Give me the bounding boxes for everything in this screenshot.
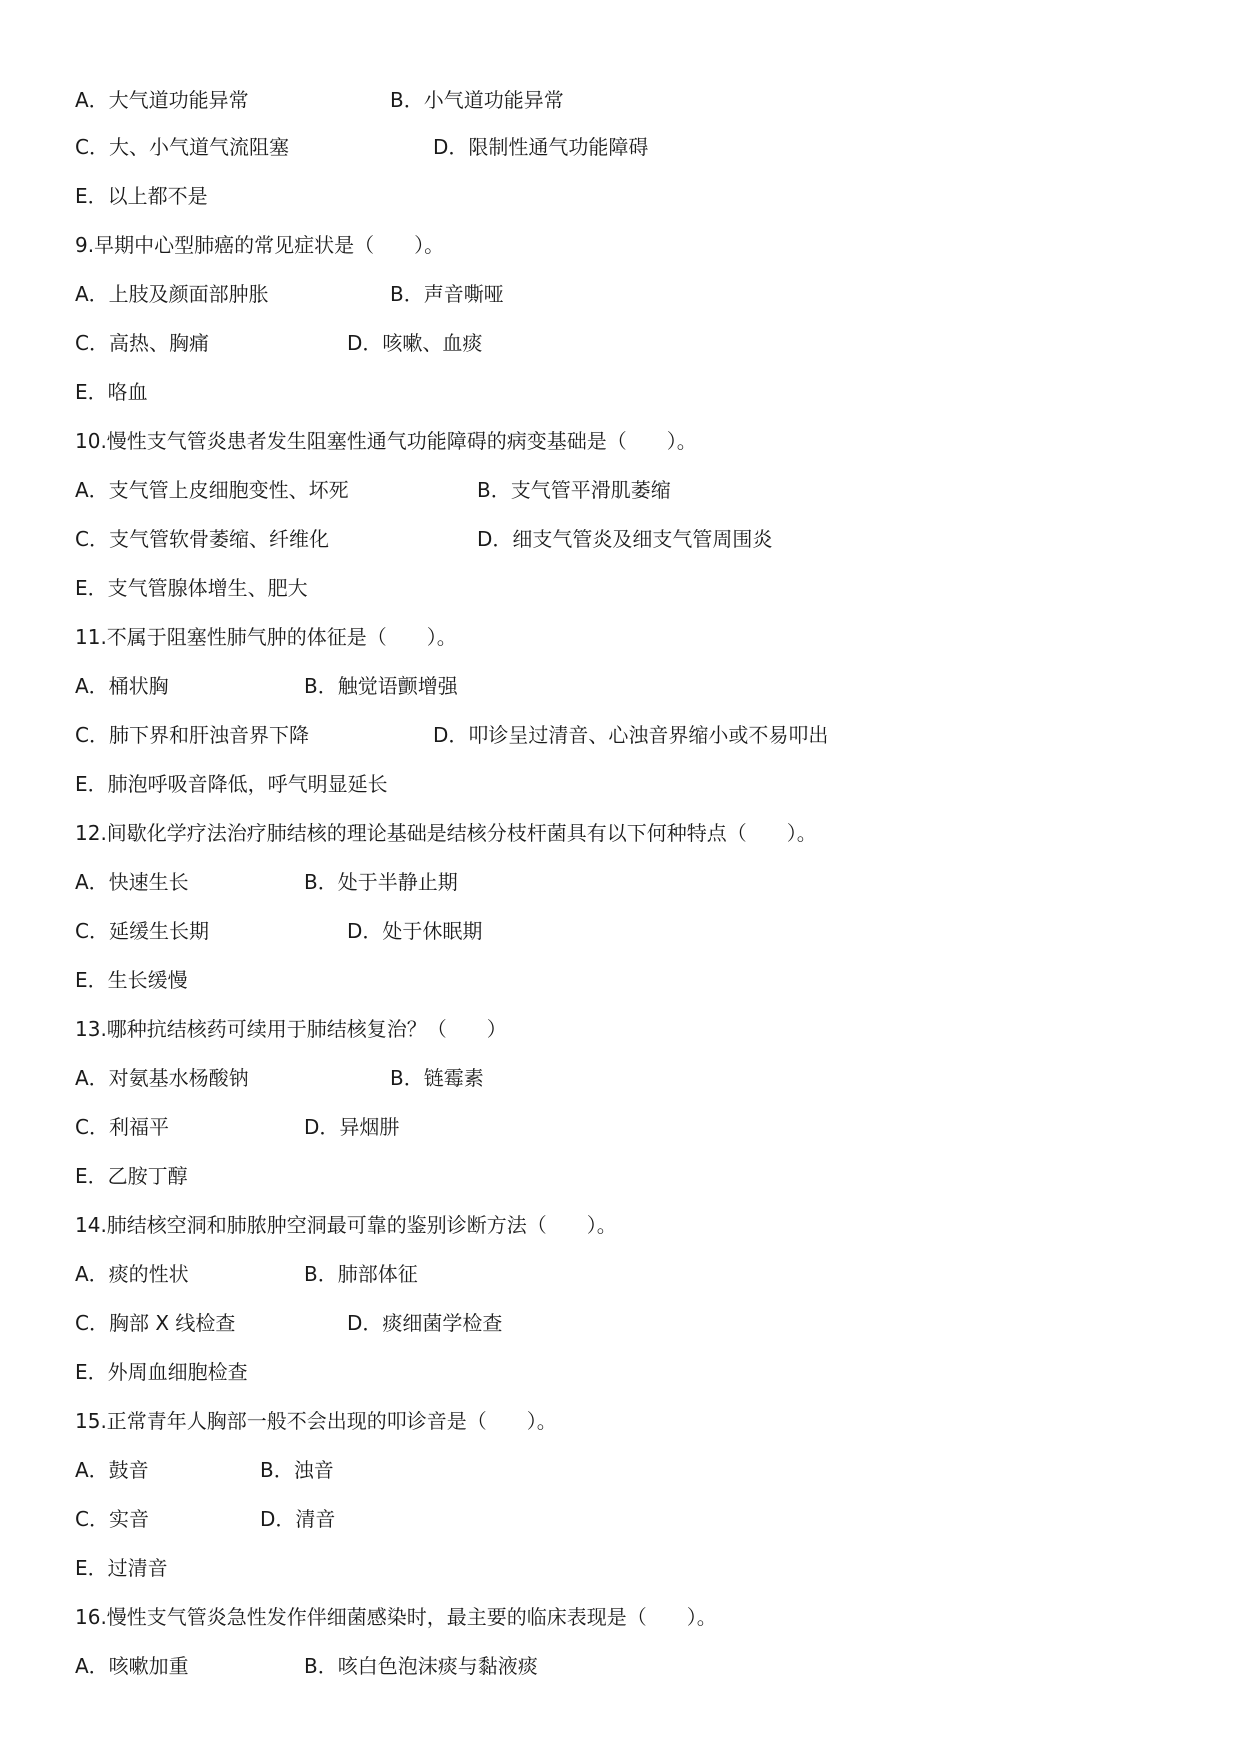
q10-option-c: C．支气管软骨萎缩、纤维化 [75,527,329,551]
q12-option-b: B．处于半静止期 [304,870,458,894]
q12-stem [75,818,817,848]
q12-option-c: C．延缓生长期 [75,919,209,943]
q13-stem [75,1014,507,1044]
q15-option-a: A．鼓音 [75,1458,149,1482]
q16-stem [75,1602,717,1632]
question-stem: 10.慢性支气管炎患者发生阻塞性通气功能障碍的病变基础是（ ）。 [75,429,697,453]
q8-option-a: A．大气道功能异常 [75,88,249,112]
question-stem: 16.慢性支气管炎急性发作伴细菌感染时，最主要的临床表现是（ ）。 [75,1605,717,1629]
question-stem: 12.间歇化学疗法治疗肺结核的理论基础是结核分枝杆菌具有以下何种特点（ ）。 [75,821,817,845]
q10-option-e: E．支气管腺体增生、肥大 [75,576,308,600]
question-stem: 13.哪种抗结核药可续用于肺结核复治？（ ） [75,1017,507,1041]
q16-option-a: A．咳嗽加重 [75,1654,189,1678]
question-stem: 15.正常青年人胸部一般不会出现的叩诊音是（ ）。 [75,1409,557,1433]
q14-option-a: A．痰的性状 [75,1262,189,1286]
q9-option-c: C．高热、胸痛 [75,331,209,355]
q8-option-b: B．小气道功能异常 [390,88,564,112]
question-stem: 9.早期中心型肺癌的常见症状是（ ）。 [75,233,445,257]
question-stem: 14.肺结核空洞和肺脓肿空洞最可靠的鉴别诊断方法（ ）。 [75,1213,617,1237]
q11-option-a: A．桶状胸 [75,674,169,698]
q12-option-e: E．生长缓慢 [75,968,188,992]
q12-option-d: D．处于休眠期 [347,919,483,943]
q9-stem [75,230,444,260]
q16-option-b: B．咳白色泡沫痰与黏液痰 [304,1654,538,1678]
q10-option-a: A．支气管上皮细胞变性、坏死 [75,478,349,502]
q15-option-e: E．过清音 [75,1556,168,1580]
q14-option-d: D．痰细菌学检查 [347,1311,503,1335]
q15-option-b: B．浊音 [260,1458,334,1482]
q13-option-e: E．乙胺丁醇 [75,1164,188,1188]
q11-stem [75,622,457,652]
q13-option-a: A．对氨基水杨酸钠 [75,1066,249,1090]
q15-option-d: D．清音 [260,1507,336,1531]
question-stem: 11.不属于阻塞性肺气肿的体征是（ ）。 [75,625,457,649]
q10-option-d: D．细支气管炎及细支气管周围炎 [477,527,773,551]
q9-option-d: D．咳嗽、血痰 [347,331,483,355]
q14-option-b: B．肺部体征 [304,1262,418,1286]
q9-option-a: A．上肢及颜面部肿胀 [75,282,269,306]
q11-option-b: B．触觉语颤增强 [304,674,458,698]
q11-option-d: D．叩诊呈过清音、心浊音界缩小或不易叩出 [433,723,829,747]
q13-option-c: C．利福平 [75,1115,169,1139]
q10-option-b: B．支气管平滑肌萎缩 [477,478,671,502]
q10-stem [75,426,697,456]
q8-option-e: E．以上都不是 [75,184,208,208]
q8-option-d: D．限制性通气功能障碍 [433,135,649,159]
q14-stem [75,1210,617,1240]
q12-option-a: A．快速生长 [75,870,189,894]
q13-option-b: B．链霉素 [390,1066,484,1090]
q13-option-d: D．异烟肼 [304,1115,400,1139]
q15-stem [75,1406,557,1436]
q15-option-c: C．实音 [75,1507,149,1531]
q14-option-c: C．胸部 X 线检查 [75,1311,236,1335]
q9-option-e: E．咯血 [75,380,148,404]
q8-option-c: C．大、小气道气流阻塞 [75,135,289,159]
q14-option-e: E．外周血细胞检查 [75,1360,248,1384]
q11-option-e: E．肺泡呼吸音降低，呼气明显延长 [75,772,388,796]
q11-option-c: C．肺下界和肝浊音界下降 [75,723,309,747]
q9-option-b: B．声音嘶哑 [390,282,504,306]
